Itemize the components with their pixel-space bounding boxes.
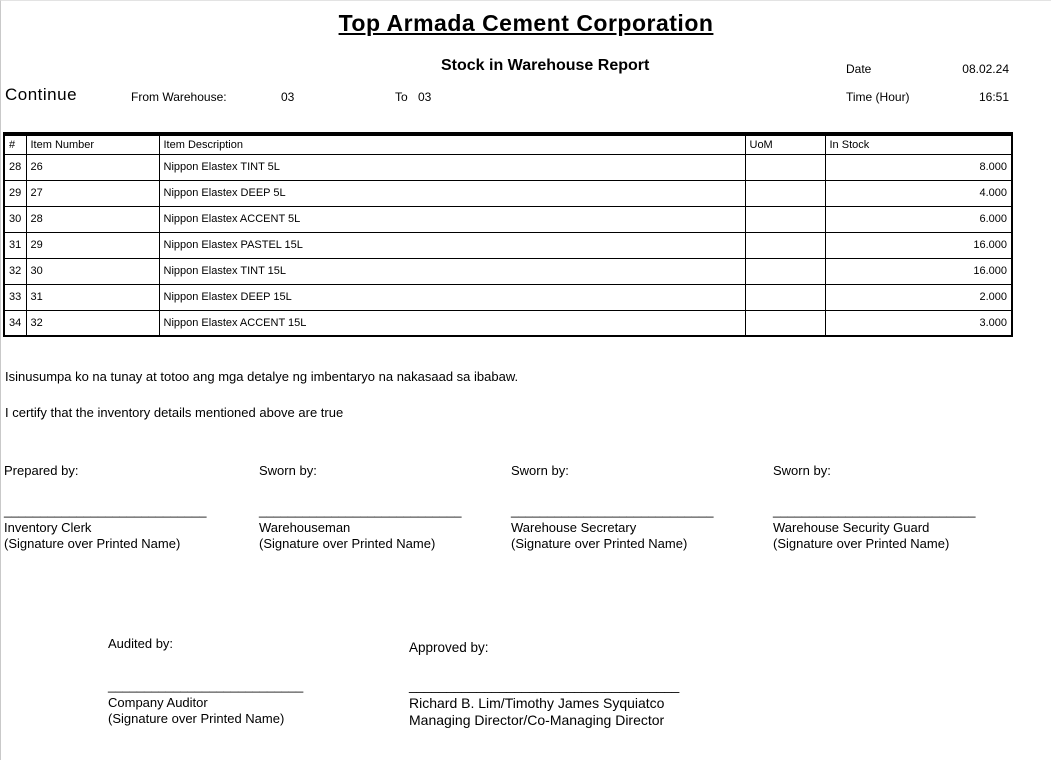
item-description-cell: Nippon Elastex DEEP 15L — [159, 284, 745, 310]
row-number-cell: 31 — [4, 232, 26, 258]
stock-table — [3, 132, 1013, 337]
signature-label: Sworn by: — [511, 463, 569, 478]
item-description-cell: Nippon Elastex TINT 5L — [159, 154, 745, 180]
table-row — [4, 284, 1012, 310]
item-number-cell: 31 — [26, 284, 159, 310]
approved-titles: Managing Director/Co-Managing Director — [409, 712, 665, 728]
in-stock-cell: 16.000 — [825, 232, 1012, 258]
signature-block-sworn-by-secretary — [511, 463, 761, 552]
audited-label: Audited by: — [108, 636, 174, 651]
audited-role: Company Auditor — [108, 695, 208, 710]
signature-label: Sworn by: — [259, 463, 317, 478]
in-stock-cell: 4.000 — [825, 180, 1012, 206]
item-number-cell: 28 — [26, 206, 159, 232]
uom-cell — [745, 232, 825, 258]
time-label: Time (Hour) — [846, 90, 910, 104]
uom-cell — [745, 310, 825, 336]
signature-block-sworn-by-security-guard — [773, 463, 1023, 552]
company-title: Top Armada Cement Corporation — [338, 10, 714, 36]
uom-cell — [745, 180, 825, 206]
table-row — [4, 180, 1012, 206]
item-number-cell: 30 — [26, 258, 159, 284]
signature-line: ___________________________ — [108, 678, 304, 693]
item-description-cell: Nippon Elastex ACCENT 5L — [159, 206, 745, 232]
signature-note: (Signature over Printed Name) — [773, 536, 950, 551]
in-stock-cell: 8.000 — [825, 154, 1012, 180]
from-warehouse-value: 03 — [281, 90, 295, 104]
item-description-cell: Nippon Elastex ACCENT 15L — [159, 310, 745, 336]
column-header-in-stock: In Stock — [825, 134, 1012, 154]
signature-note: (Signature over Printed Name) — [259, 536, 436, 551]
in-stock-cell: 3.000 — [825, 310, 1012, 336]
approved-label: Approved by: — [409, 640, 489, 655]
uom-cell — [745, 206, 825, 232]
item-number-cell: 26 — [26, 154, 159, 180]
signature-block-prepared-by — [4, 463, 254, 552]
item-number-cell: 29 — [26, 232, 159, 258]
signature-line: ____________________________________ — [409, 678, 680, 693]
item-description-cell: Nippon Elastex DEEP 5L — [159, 180, 745, 206]
uom-cell — [745, 258, 825, 284]
row-number-cell: 29 — [4, 180, 26, 206]
row-number-cell: 32 — [4, 258, 26, 284]
date-value: 08.02.24 — [962, 62, 1009, 76]
audited-by-block — [108, 636, 303, 727]
signature-role: Inventory Clerk — [4, 520, 92, 535]
to-label: To — [395, 90, 408, 104]
column-header-item-description: Item Description — [159, 134, 745, 154]
approved-names: Richard B. Lim/Timothy James Syquiatco — [409, 695, 665, 711]
report-title: Stock in Warehouse Report — [441, 57, 650, 74]
signature-note: (Signature over Printed Name) — [511, 536, 688, 551]
date-label: Date — [846, 62, 872, 76]
table-row — [4, 258, 1012, 284]
in-stock-cell: 16.000 — [825, 258, 1012, 284]
signature-role: Warehouseman — [259, 520, 351, 535]
audited-note: (Signature over Printed Name) — [108, 711, 285, 726]
column-header-num: # — [4, 134, 26, 154]
signature-block-sworn-by-warehouseman — [259, 463, 509, 552]
item-number-cell: 32 — [26, 310, 159, 336]
item-description-cell: Nippon Elastex TINT 15L — [159, 258, 745, 284]
signature-label: Prepared by: — [4, 463, 79, 478]
row-number-cell: 30 — [4, 206, 26, 232]
signature-role: Warehouse Security Guard — [773, 520, 930, 535]
signature-line: ____________________________ — [4, 503, 207, 518]
to-value: 03 — [418, 90, 432, 104]
from-warehouse-label: From Warehouse: — [131, 90, 227, 104]
uom-cell — [745, 284, 825, 310]
table-row — [4, 206, 1012, 232]
table-row — [4, 154, 1012, 180]
signature-line: ____________________________ — [511, 503, 714, 518]
continue-label: Continue — [5, 85, 78, 104]
row-number-cell: 34 — [4, 310, 26, 336]
in-stock-cell: 6.000 — [825, 206, 1012, 232]
signature-role: Warehouse Secretary — [511, 520, 637, 535]
certification-english: I certify that the inventory details mentioned above are true — [5, 405, 344, 420]
table-header-row — [4, 134, 1012, 154]
table-row — [4, 232, 1012, 258]
item-number-cell: 27 — [26, 180, 159, 206]
in-stock-cell: 2.000 — [825, 284, 1012, 310]
signature-line: ____________________________ — [773, 503, 976, 518]
column-header-uom: UoM — [745, 134, 825, 154]
row-number-cell: 33 — [4, 284, 26, 310]
time-value: 16:51 — [978, 90, 1009, 104]
row-number-cell: 28 — [4, 154, 26, 180]
signature-note: (Signature over Printed Name) — [4, 536, 181, 551]
signature-label: Sworn by: — [773, 463, 831, 478]
item-description-cell: Nippon Elastex PASTEL 15L — [159, 232, 745, 258]
uom-cell — [745, 154, 825, 180]
table-row — [4, 310, 1012, 336]
column-header-item-number: Item Number — [26, 134, 159, 154]
signature-line: ____________________________ — [259, 503, 462, 518]
certification-tagalog: Isinusumpa ko na tunay at totoo ang mga detalye ng imbentaryo na nakasaad sa ibabaw. — [5, 369, 519, 384]
approved-by-block — [409, 640, 679, 729]
